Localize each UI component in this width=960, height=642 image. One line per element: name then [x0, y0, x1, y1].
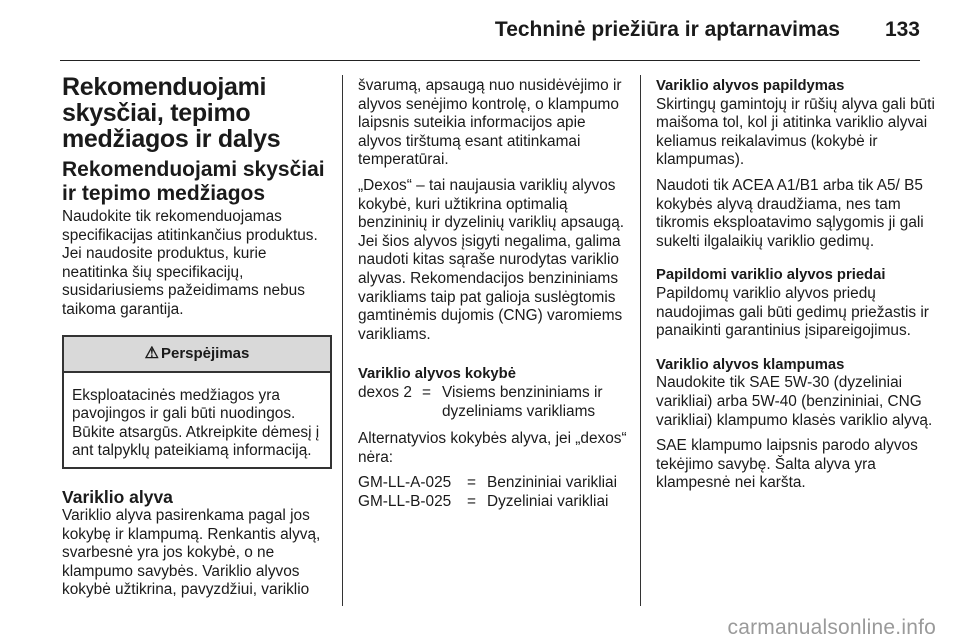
- viscosity-paragraph-2: SAE klampumo laipsnis parodo alyvos tekėjimo savybę. Šalta alyva yra klampesnė nei karšta.: [656, 437, 918, 492]
- additives-paragraph: Papildomų variklio alyvos priedų naudojimas gali būti gedimų priežastis ir panaikinti garantinius įsipareigojimus.: [656, 284, 929, 340]
- table-value: Visiems benzininiams ir dyzeliniams varikliams: [442, 383, 603, 420]
- engine-oil-paragraph: Variklio alyva pasirenkama pagal jos kokybę ir klampumą. Renkantis alyvą, svarbesnė yra jos kokybė, o ne klampumo savybės. Variklio alyvos kokybė užtikrina, pavyzdžiui, variklio: [62, 506, 321, 599]
- table-value: Benzininiai varikliai: [487, 474, 618, 492]
- table-sep: =: [467, 492, 476, 510]
- table-key: GM-LL-A-025: [358, 474, 452, 492]
- warning-icon: ⚠: [144, 344, 159, 362]
- oil-quality-table: [358, 384, 630, 421]
- subsection-title: Rekomenduojami skysčiai ir tepimo medžiagos: [62, 158, 325, 205]
- table-key: GM-LL-B-025: [358, 492, 452, 510]
- warning-title: Perspėjimas: [160, 344, 250, 362]
- alternative-quality-table: [358, 474, 630, 511]
- warning-header: [64, 337, 330, 373]
- warning-box: [62, 335, 332, 469]
- spacer: [656, 348, 936, 356]
- spacer: [656, 258, 936, 266]
- section-title: Rekomenduojami skysčiai, tepimo medžiagos ir dalys: [62, 73, 281, 153]
- watermark: carmanualsonline.info: [727, 616, 936, 639]
- cleanliness-paragraph: švarumą, apsaugą nuo nusidėvėjimo ir alyvos senėjimo kontrolę, o klampumo laipsnis suteikia informacijos apie alyvos tirštumą esant atitinkamai temperatūrai.: [358, 77, 622, 169]
- column-divider-2: [640, 75, 641, 606]
- column-2: [358, 77, 630, 520]
- running-header-title: Techninė priežiūra ir aptarnavimas: [494, 18, 840, 41]
- table-sep: =: [467, 474, 476, 492]
- dexos-paragraph: „Dexos“ – tai naujausia variklių alyvos kokybė, kuri užtikrina optimalią benzininių ir dyzelinių variklių apsaugą. Jei šios alyvos įsigyti negalima, galima naudoti kitas sąraše nurodytas variklio alyvas. Rekomendacijos benzininiams varikliams taip pat galioja suslėgtomis gamtinėmis dujomis (CNG) varomiems varikliams.: [358, 176, 625, 343]
- topup-heading: Variklio alyvos papildymas: [656, 78, 845, 94]
- engine-oil-heading: Variklio alyva: [62, 486, 173, 507]
- warning-text: Eksploatacinės medžiagos yra pavojingos ir gali būti nuodingos. Būkite atsargūs. Atkreipkite dėmesį į ant talpyklų pateikiamą informaciją.: [72, 386, 320, 460]
- topup-paragraph-1: Skirtingų gamintojų ir rūšių alyva gali būti maišoma tol, kol ji atitinka variklio alyvai keliamus reikalavimus (kokybė ir klampumas).: [656, 95, 935, 169]
- viscosity-heading: Variklio alyvos klampumas: [656, 356, 845, 373]
- header-divider: [60, 60, 920, 61]
- column-1: [62, 74, 332, 607]
- viscosity-paragraph-1: Naudokite tik SAE 5W-30 (dyzeliniai varikliai) arba 5W-40 (benzininiai, CNG varikliai) klampumo klasės variklio alyvą.: [656, 374, 933, 429]
- column-divider-1: [342, 75, 343, 606]
- page-number: 133: [884, 18, 920, 41]
- topup-paragraph-2: Naudoti tik ACEA A1/B1 arba tik A5/ B5 kokybės alyvą draudžiama, nes tam tikromis eksploatavimo sąlygomis ji gali sukelti ilgalaikių variklio gedimų.: [656, 176, 924, 250]
- alternative-intro: Alternatyvios kokybės alyva, jei „dexos“ nėra:: [358, 430, 627, 466]
- column-3: [656, 77, 936, 500]
- additives-heading: Papildomi variklio alyvos priedai: [656, 267, 886, 284]
- spacer: [358, 351, 630, 365]
- intro-paragraph: Naudokite tik rekomenduojamas specifikacijas atitinkančius produktus. Jei naudosite produktus, kurie neatitinka šių specifikacijų, susidariusiems pažeidimams nebus taikoma garantija.: [62, 208, 318, 318]
- table-value: Dyzeliniai varikliai: [487, 492, 609, 510]
- table-key: dexos 2: [358, 383, 412, 401]
- table-sep: =: [422, 383, 431, 401]
- oil-quality-heading: Variklio alyvos kokybė: [358, 366, 516, 383]
